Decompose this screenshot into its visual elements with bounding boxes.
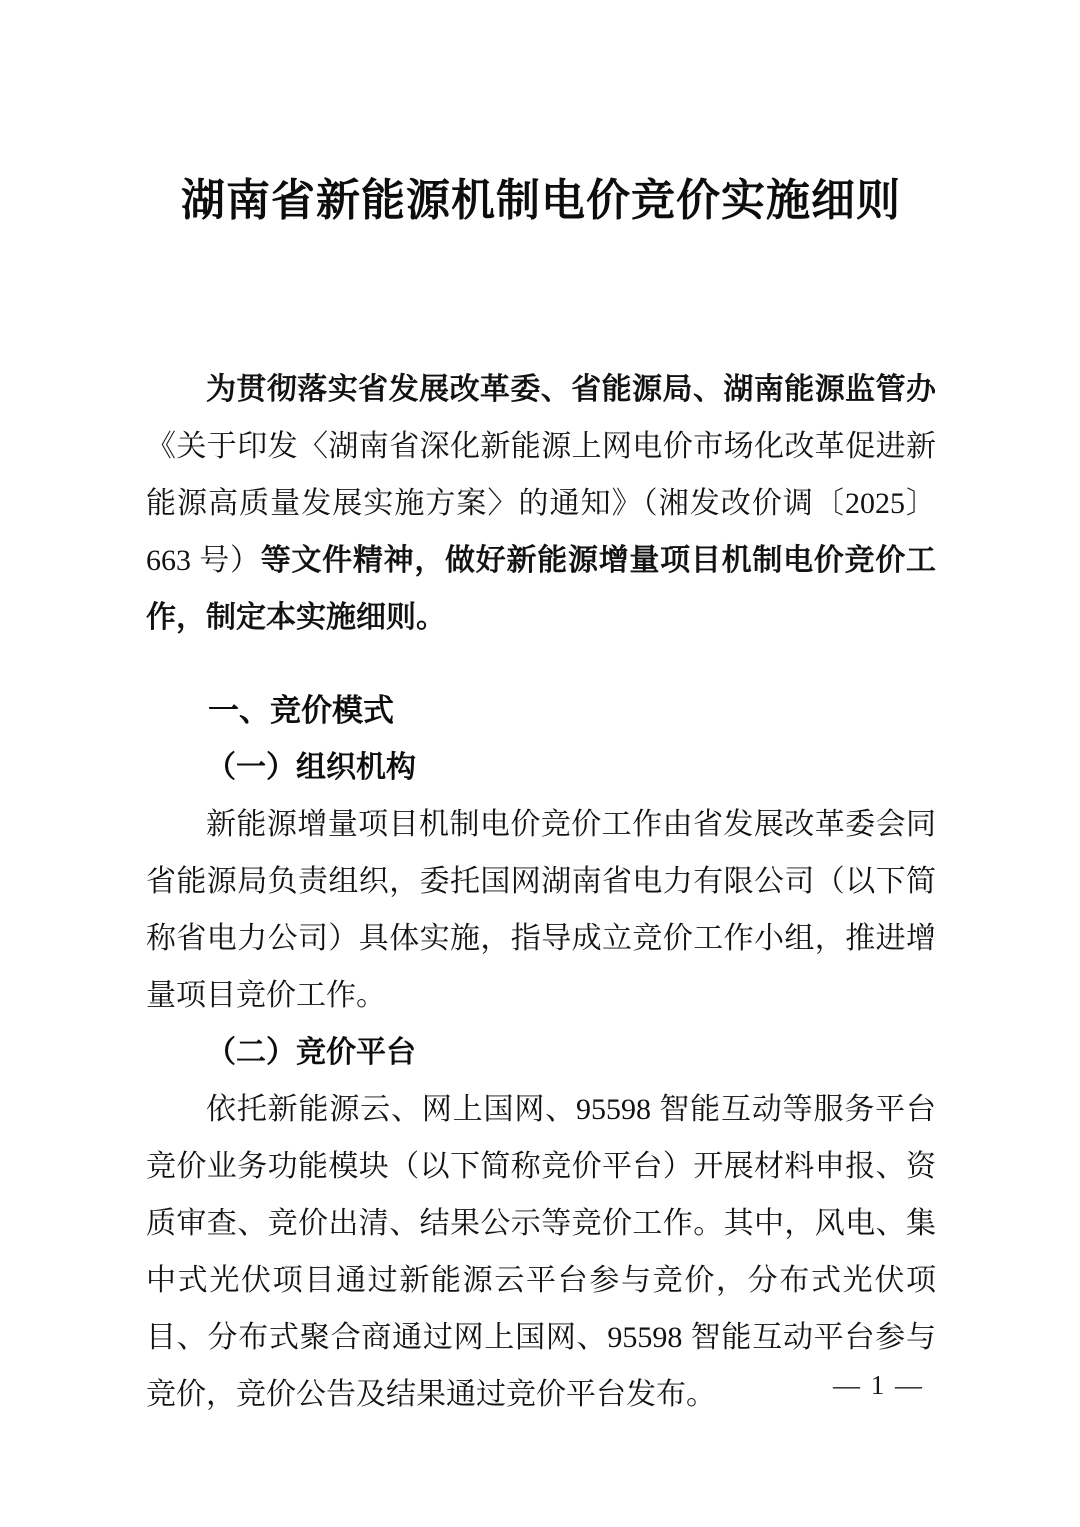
subheading-organization: （一）组织机构	[206, 751, 416, 784]
document-title: 湖南省新能源机制电价竞价实施细则	[181, 176, 901, 225]
document-body	[146, 361, 936, 1423]
paragraph-bidding-platform: 依托新能源云、网上国网、95598 智能互动等服务平台竞价业务功能模块（以下简称竞价平台）开展材料申报、资质审查、竞价出清、结果公示等竞价工作。其中，风电、集中式光伏项目通过新能源云平台参与竞价，分布式光伏项目、分布式聚合商通过网上国网、95598 智能互动平台参与竞价，竞价公告及结果通过竞价平台发布。	[146, 1093, 936, 1411]
intro-quoted-document-title: 《关于印发〈湖南省深化新能源上网电价市场化改革促进新能源高质量发展实施方案〉的通知》（湘发改价调〔2025〕663 号）	[146, 430, 936, 577]
paragraph-organization: 新能源增量项目机制电价竞价工作由省发展改革委会同省能源局负责组织，委托国网湖南省电力有限公司（以下简称省电力公司）具体实施，指导成立竞价工作小组，推进增量项目竞价工作。	[146, 808, 936, 1012]
section-heading-bidding-mode: 一、竞价模式	[208, 693, 394, 728]
subheading-bidding-platform: （二）竞价平台	[206, 1036, 416, 1069]
intro-paragraph	[146, 361, 936, 646]
page-number: — 1 —	[833, 1370, 924, 1400]
intro-lead-text: 为贯彻落实省发展改革委、省能源局、湖南能源监管办	[206, 373, 936, 406]
intro-tail-text: 等文件精神，做好新能源增量项目机制电价竞价工作，制定本实施细则。	[146, 544, 936, 634]
